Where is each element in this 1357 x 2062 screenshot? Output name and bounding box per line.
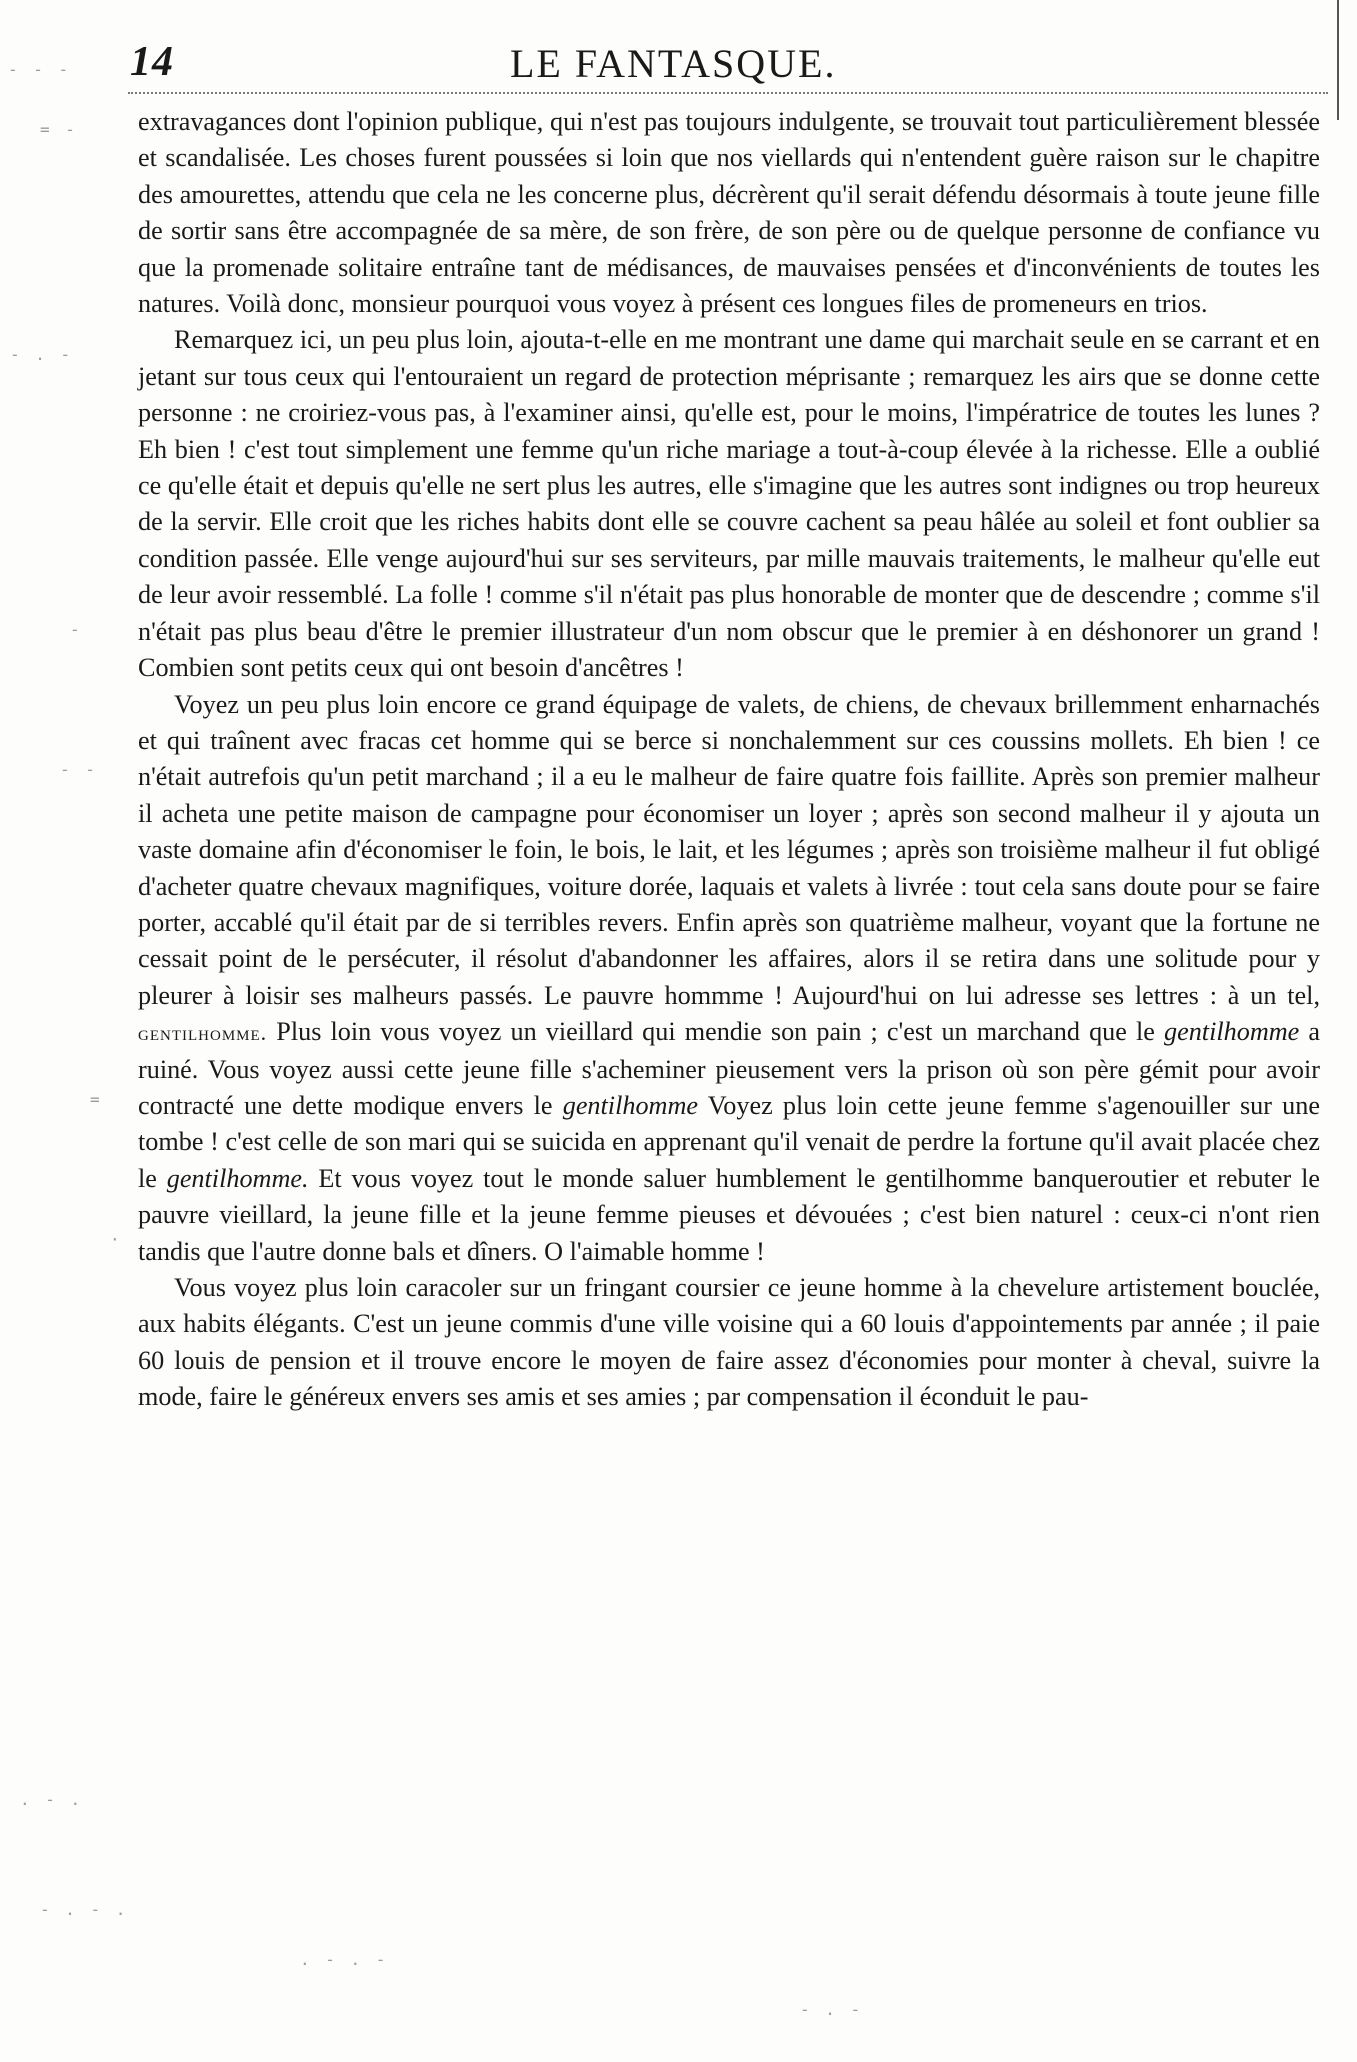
text-italic: gentilhomme <box>1164 1017 1300 1047</box>
text-run: a ruiné. Vous voyez aussi cette jeune fille s'acheminer pieusement vers la prison où son père gémit pour avoir contracté une dette modique envers le <box>138 1017 1321 1120</box>
page-number: 14 <box>130 39 174 85</box>
scan-noise: . - . <box>20 1790 84 1809</box>
scan-noise: - . - <box>10 345 74 364</box>
page-header <box>130 38 1320 98</box>
scan-noise: - . - . <box>40 1900 129 1919</box>
text-run: Vous voyez plus loin caracoler sur un fringant coursier ce jeune homme à la chevelure artistement bouclée, aux habits élégants. C'est un jeune commis d'une ville voisine qui a 60 louis d'appointements par année ; il paie 60 louis de pension et il trouve encore le moyen de faire assez d'économies pour monter à cheval, suivre la mode, faire le généreux envers ses amis et ses amies ; par compensation il éconduit le pau- <box>138 1273 1320 1412</box>
article-body <box>138 104 1320 1416</box>
paragraph <box>138 687 1320 1271</box>
page-edge-line <box>1337 0 1339 120</box>
text-run: Plus loin vous voyez un vieillard qui mendie son pain ; c'est un marchand que le <box>267 1017 1164 1047</box>
text-run: Remarquez ici, un peu plus loin, ajouta-t-elle en me montrant une dame qui marchait seule en se carrant et en jetant sur tous ceux qui l'entouraient un regard de protection méprisante ; remarquez les airs que se donne cette personne : ne croiriez-vous pas, à l'examiner ainsi, qu'elle est, pour le moins, l'impératrice de toutes les lunes ? Eh bien ! c'est tout simplement une femme qu'un riche mariage a tout-à-coup élevée à la richesse. Elle a oublié ce qu'elle était et depuis qu'elle ne sert plus les autres, elle s'imagine que les autres sont indignes ou trop heureux de la servir. Elle croit que les riches habits dont elle se couvre cachent sa peau hâlée au soleil et font oublier sa condition passée. Elle venge aujourd'hui sur ses serviteurs, par mille mauvais traitements, le malheur qu'elle eut de leur avoir ressemblé. La folle ! comme s'il n'était pas plus honorable de monter que de descendre ; comme s'il n'était pas plus beau d'être le premier illustrateur d'un nom obscur que le premier à en déshonorer un grand ! Combien sont petits ceux qui ont besoin d'ancêtres ! <box>138 325 1320 683</box>
text-run: Voyez un peu plus loin encore ce grand équipage de valets, de chiens, de chevaux brillemment enharnachés et qui traînent avec fracas cet homme qui se berce si nonchalemment sur ces coussins mollets. Eh bien ! ce n'était autrefois qu'un petit marchand ; il a eu le malheur de faire quatre fois faillite. Après son premier malheur il acheta une petite maison de campagne pour économiser un loyer ; après son second malheur il y ajouta un vaste domaine afin d'économiser le foin, le bois, le lait, et les légumes ; après son troisième malheur il fut obligé d'acheter quatre chevaux magnifiques, voiture dorée, laquais et valets à livrée : tout cela sans doute pour se faire porter, accablé qu'il était par de si terribles revers. Enfin après son quatrième malheur, voyant que la fortune ne cessait point de le persécuter, il résolut d'abandonner les affaires, alors il se retira dans une solitude pour y pleurer à loisir ses malheurs passés. Le pauvre hommme ! Aujourd'hui on lui adresse ses lettres : à un tel, <box>138 689 1320 1010</box>
header-rule <box>128 92 1328 94</box>
scan-noise: - <box>70 620 83 639</box>
text-italic: gentilhomme <box>562 1090 698 1120</box>
text-italic: gentilhomme. <box>166 1163 309 1193</box>
scan-noise: . - . - <box>300 1950 389 1969</box>
scan-noise: - - <box>60 760 98 779</box>
scan-noise: - . - <box>800 2000 864 2019</box>
text-smallcaps: gentilhomme. <box>138 1020 268 1046</box>
journal-title: LE FANTASQUE. <box>510 41 837 86</box>
paragraph <box>138 322 1320 686</box>
scan-noise: · <box>110 1230 123 1249</box>
scan-noise: = <box>90 1090 103 1109</box>
text-run: extravagances dont l'opinion publique, qui n'est pas toujours indulgente, se trouvait tout particulièrement blessée et scandalisée. Les choses furent poussées si loin que nos viellards qui n'entendent guère raison sur le chapitre des amourettes, attendu que cela ne les concerne plus, décrèrent qu'il serait défendu désormais à toute jeune fille de sortir sans être accompagnée de sa mère, de son frère, de son père ou de quelque personne de confiance vu que la promenade solitaire entraîne tant de médisances, de mauvaises pensées et d'inconvénients de toutes les natures. Voilà donc, monsieur pourquoi vous voyez à présent ces longues files de promeneurs en trios. <box>138 107 1320 319</box>
text-run: Voyez plus loin cette jeune femme s'agenouiller sur une tombe ! c'est celle de son mari qui se suicida en apprenant qu'il venait de perdre la fortune qu'il avait placée chez le <box>138 1090 1320 1193</box>
scan-noise: - - - <box>8 60 72 79</box>
scan-noise: = - <box>40 120 78 139</box>
paragraph <box>138 1270 1320 1416</box>
text-run: Et vous voyez tout le monde saluer humblement le gentilhomme banqueroutier et rebuter le pauvre vieillard, la jeune fille et la jeune femme pieuses et dévouées ; c'est bien naturel : ceux-ci n'ont rien tandis que l'autre donne bals et dîners. O l'aimable homme ! <box>138 1163 1320 1266</box>
paragraph <box>138 104 1320 322</box>
